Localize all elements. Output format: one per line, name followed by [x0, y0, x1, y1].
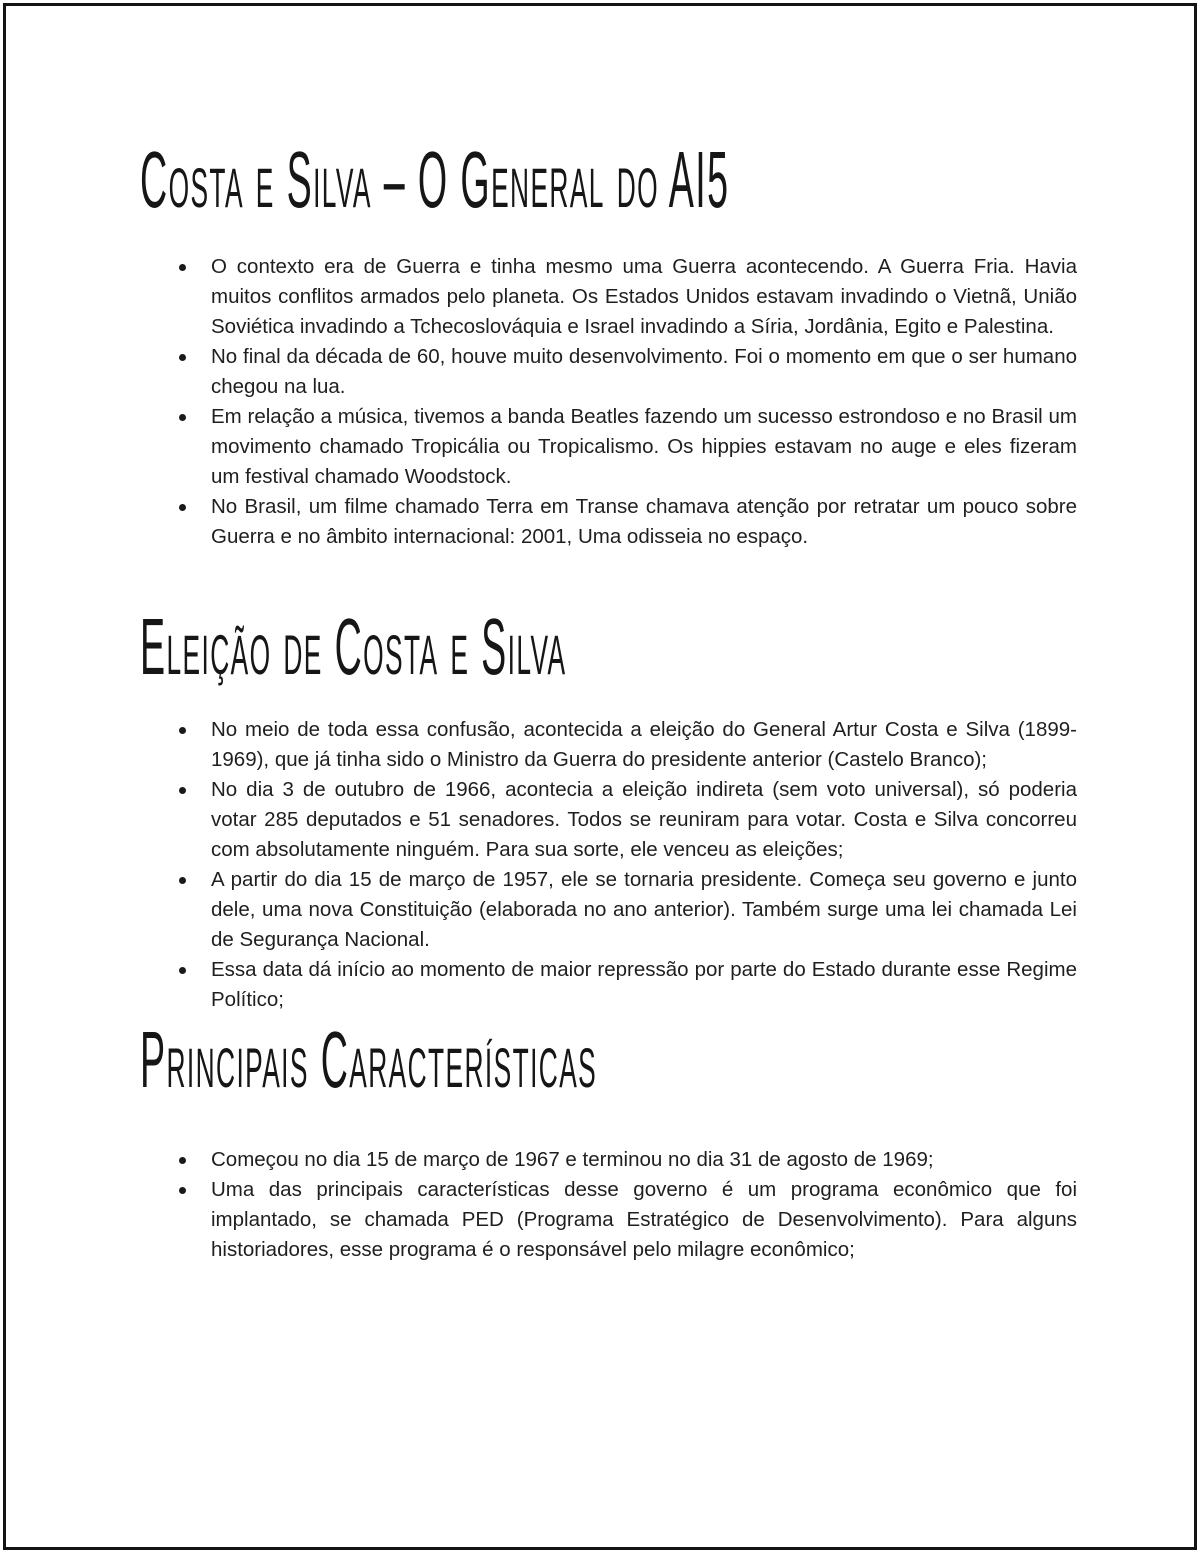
section-2-heading: Eleição de Costa e Silva	[140, 602, 567, 691]
bullet-item: A partir do dia 15 de março de 1957, ele se tornaria presidente. Começa seu governo e junto dele, uma nova Constituição (elaborada no ano anterior). Também surge uma lei chamada Lei de Segurança Nacional.	[211, 865, 1077, 955]
bullet-item: Essa data dá início ao momento de maior repressão por parte do Estado durante esse Regime Político;	[211, 955, 1077, 1015]
bullet-item: Em relação a música, tivemos a banda Beatles fazendo um sucesso estrondoso e no Brasil um movimento chamado Tropicália ou Tropicalismo. Os hippies estavam no auge e eles fizeram um festival chamado Woodstock.	[211, 402, 1077, 492]
bullet-item: No meio de toda essa confusão, acontecida a eleição do General Artur Costa e Silva (1899-1969), que já tinha sido o Ministro da Guerra do presidente anterior (Castelo Branco);	[211, 715, 1077, 775]
section-2-bullet-list	[140, 715, 1077, 1015]
bullet-item: Começou no dia 15 de março de 1967 e terminou no dia 31 de agosto de 1969;	[211, 1145, 1077, 1175]
section-1-bullet-list	[140, 252, 1077, 552]
bullet-item: Uma das principais características desse governo é um programa econômico que foi implantado, se chamada PED (Programa Estratégico de Desenvolvimento). Para alguns historiadores, esse programa é o responsável pelo milagre econômico;	[211, 1175, 1077, 1265]
section-3-heading: Principais Características	[140, 1015, 598, 1104]
bullet-item: No Brasil, um filme chamado Terra em Transe chamava atenção por retratar um pouco sobre Guerra e no âmbito internacional: 2001, Uma odisseia no espaço.	[211, 492, 1077, 552]
bullet-item: No final da década de 60, houve muito desenvolvimento. Foi o momento em que o ser humano chegou na lua.	[211, 342, 1077, 402]
section-1-heading: Costa e Silva – O General do AI5	[140, 135, 730, 224]
bullet-item: O contexto era de Guerra e tinha mesmo uma Guerra acontecendo. A Guerra Fria. Havia muitos conflitos armados pelo planeta. Os Estados Unidos estavam invadindo o Vietnã, União Soviética invadindo a Tchecoslováquia e Israel invadindo a Síria, Jordânia, Egito e Palestina.	[211, 252, 1077, 342]
bullet-item: No dia 3 de outubro de 1966, acontecia a eleição indireta (sem voto universal), só poderia votar 285 deputados e 51 senadores. Todos se reuniram para votar. Costa e Silva concorreu com absolutamente ninguém. Para sua sorte, ele venceu as eleições;	[211, 775, 1077, 865]
section-3-bullet-list	[140, 1145, 1077, 1265]
